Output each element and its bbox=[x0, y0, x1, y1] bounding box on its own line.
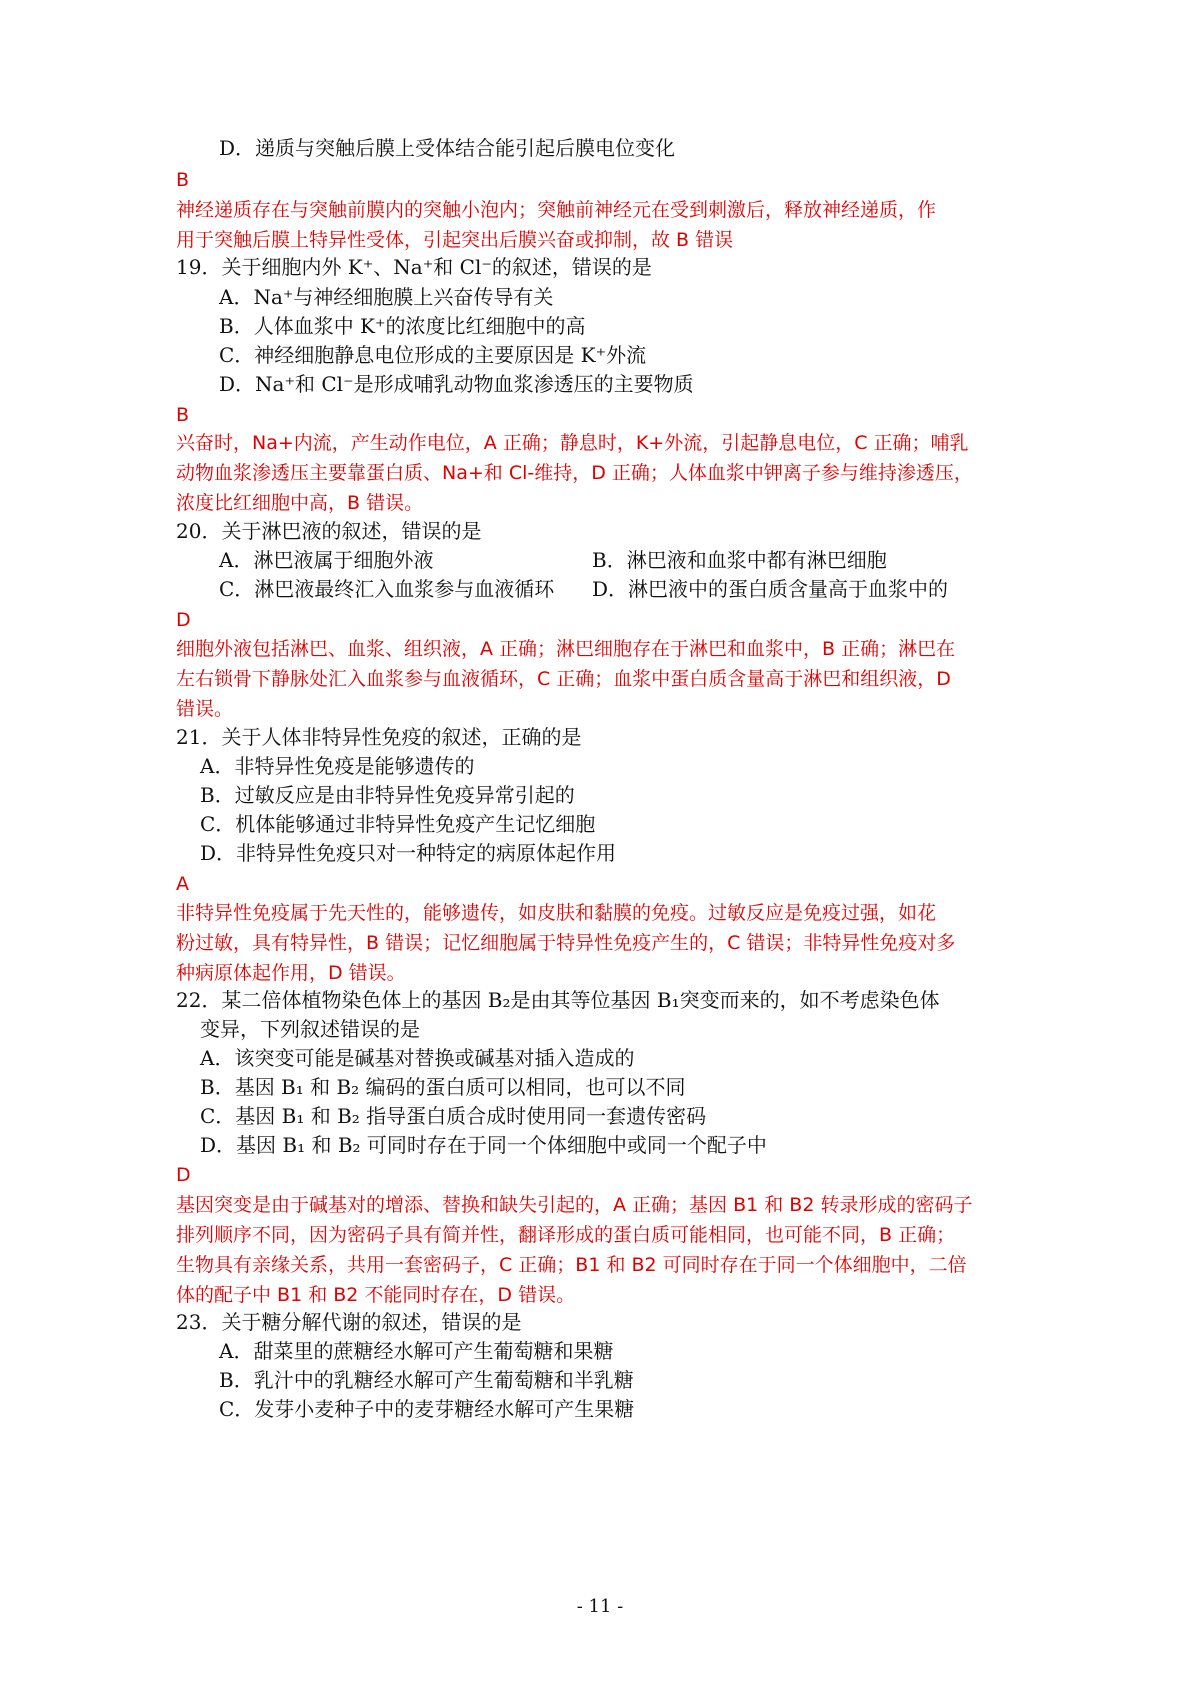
q22-explanation-line: 基因突变是由于碱基对的增添、替换和缺失引起的，A 正确；基因 B1 和 B2 转录形成的密码子 bbox=[176, 1194, 973, 1216]
q19-answer: B bbox=[176, 404, 190, 426]
q22-option-a: A．该突变可能是碱基对替换或碱基对插入造成的 bbox=[200, 1046, 635, 1070]
q19-stem: 19．关于细胞内外 K⁺、Na⁺和 Cl⁻的叙述，错误的是 bbox=[176, 255, 652, 279]
q22-stem-line: 22．某二倍体植物染色体上的基因 B₂是由其等位基因 B₁突变而来的，如不考虑染色体 bbox=[176, 988, 940, 1012]
q22-option-c: C．基因 B₁ 和 B₂ 指导蛋白质合成时使用同一套遗传密码 bbox=[200, 1104, 707, 1128]
q19-explanation-line: 兴奋时，Na+内流，产生动作电位，A 正确；静息时，K+外流，引起静息电位，C 正确；哺乳 bbox=[176, 432, 969, 454]
q23-option-b: B．乳汁中的乳糖经水解可产生葡萄糖和半乳糖 bbox=[219, 1368, 634, 1392]
q22-answer: D bbox=[176, 1164, 191, 1186]
q19-explanation-line: 动物血浆渗透压主要靠蛋白质、Na+和 Cl-维持，D 正确；人体血浆中钾离子参与维持渗透压， bbox=[176, 462, 973, 484]
q21-option-a: A．非特异性免疫是能够遗传的 bbox=[200, 754, 475, 778]
q23-option-a: A．甜菜里的蔗糖经水解可产生葡萄糖和果糖 bbox=[219, 1339, 614, 1363]
q18-explanation-line: 用于突触后膜上特异性受体，引起突出后膜兴奋或抑制，故 B 错误 bbox=[176, 229, 734, 251]
q21-stem: 21．关于人体非特异性免疫的叙述，正确的是 bbox=[176, 725, 582, 749]
q21-explanation-line: 非特异性免疫属于先天性的，能够遗传，如皮肤和黏膜的免疫。过敏反应是免疫过强，如花 bbox=[176, 902, 937, 924]
q21-option-c: C．机体能够通过非特异性免疫产生记忆细胞 bbox=[200, 812, 596, 836]
q22-option-b: B．基因 B₁ 和 B₂ 编码的蛋白质可以相同，也可以不同 bbox=[200, 1075, 686, 1099]
q21-answer: A bbox=[176, 873, 189, 895]
q18-explanation-line: 神经递质存在与突触前膜内的突触小泡内；突触前神经元在受到刺激后，释放神经递质，作 bbox=[176, 199, 937, 221]
q20-answer: D bbox=[176, 609, 191, 631]
q21-option-d: D．非特异性免疫只对一种特定的病原体起作用 bbox=[200, 841, 617, 865]
q19-option-c: C．神经细胞静息电位形成的主要原因是 K⁺外流 bbox=[219, 343, 647, 367]
q19-option-d: D．Na⁺和 Cl⁻是形成哺乳动物血浆渗透压的主要物质 bbox=[219, 372, 694, 396]
q20-option-d: D．淋巴液中的蛋白质含量高于血浆中的 bbox=[592, 577, 949, 601]
q21-option-b: B．过敏反应是由非特异性免疫异常引起的 bbox=[200, 783, 575, 807]
q22-explanation-line: 排列顺序不同，因为密码子具有简并性，翻译形成的蛋白质可能相同，也可能不同，B 正确； bbox=[176, 1224, 956, 1246]
q23-stem: 23．关于糖分解代谢的叙述，错误的是 bbox=[176, 1310, 522, 1334]
q18-answer: B bbox=[176, 169, 190, 191]
q20-explanation-line: 错误。 bbox=[176, 698, 234, 720]
q23-option-c: C．发芽小麦种子中的麦芽糖经水解可产生果糖 bbox=[219, 1397, 635, 1421]
q21-explanation-line: 粉过敏，具有特异性，B 错误；记忆细胞属于特异性免疫产生的，C 错误；非特异性免疫对多 bbox=[176, 932, 956, 954]
q20-option-a: A．淋巴液属于细胞外液 bbox=[219, 548, 434, 572]
q22-option-d: D．基因 B₁ 和 B₂ 可同时存在于同一个体细胞中或同一个配子中 bbox=[200, 1133, 767, 1157]
q18-option-d: D．递质与突触后膜上受体结合能引起后膜电位变化 bbox=[219, 136, 676, 160]
q20-stem: 20．关于淋巴液的叙述，错误的是 bbox=[176, 519, 482, 543]
q22-stem-line: 变异，下列叙述错误的是 bbox=[200, 1017, 420, 1041]
q19-option-a: A．Na⁺与神经细胞膜上兴奋传导有关 bbox=[219, 285, 554, 309]
q19-option-b: B．人体血浆中 K⁺的浓度比红细胞中的高 bbox=[219, 314, 586, 338]
q20-explanation-line: 细胞外液包括淋巴、血浆、组织液，A 正确；淋巴细胞存在于淋巴和血浆中，B 正确；淋巴在 bbox=[176, 638, 956, 660]
page-number: - 11 - bbox=[576, 1596, 624, 1617]
q22-explanation-line: 生物具有亲缘关系，共用一套密码子，C 正确；B1 和 B2 可同时存在于同一个体细胞中，二倍 bbox=[176, 1254, 967, 1276]
q22-explanation-line: 体的配子中 B1 和 B2 不能同时存在，D 错误。 bbox=[176, 1284, 576, 1306]
q21-explanation-line: 种病原体起作用，D 错误。 bbox=[176, 962, 406, 984]
q19-explanation-line: 浓度比红细胞中高，B 错误。 bbox=[176, 492, 424, 514]
q20-option-c: C．淋巴液最终汇入血浆参与血液循环 bbox=[219, 577, 555, 601]
q20-option-b: B．淋巴液和血浆中都有淋巴细胞 bbox=[592, 548, 887, 572]
q20-explanation-line: 左右锁骨下静脉处汇入血浆参与血液循环，C 正确；血浆中蛋白质含量高于淋巴和组织液，D bbox=[176, 668, 951, 690]
